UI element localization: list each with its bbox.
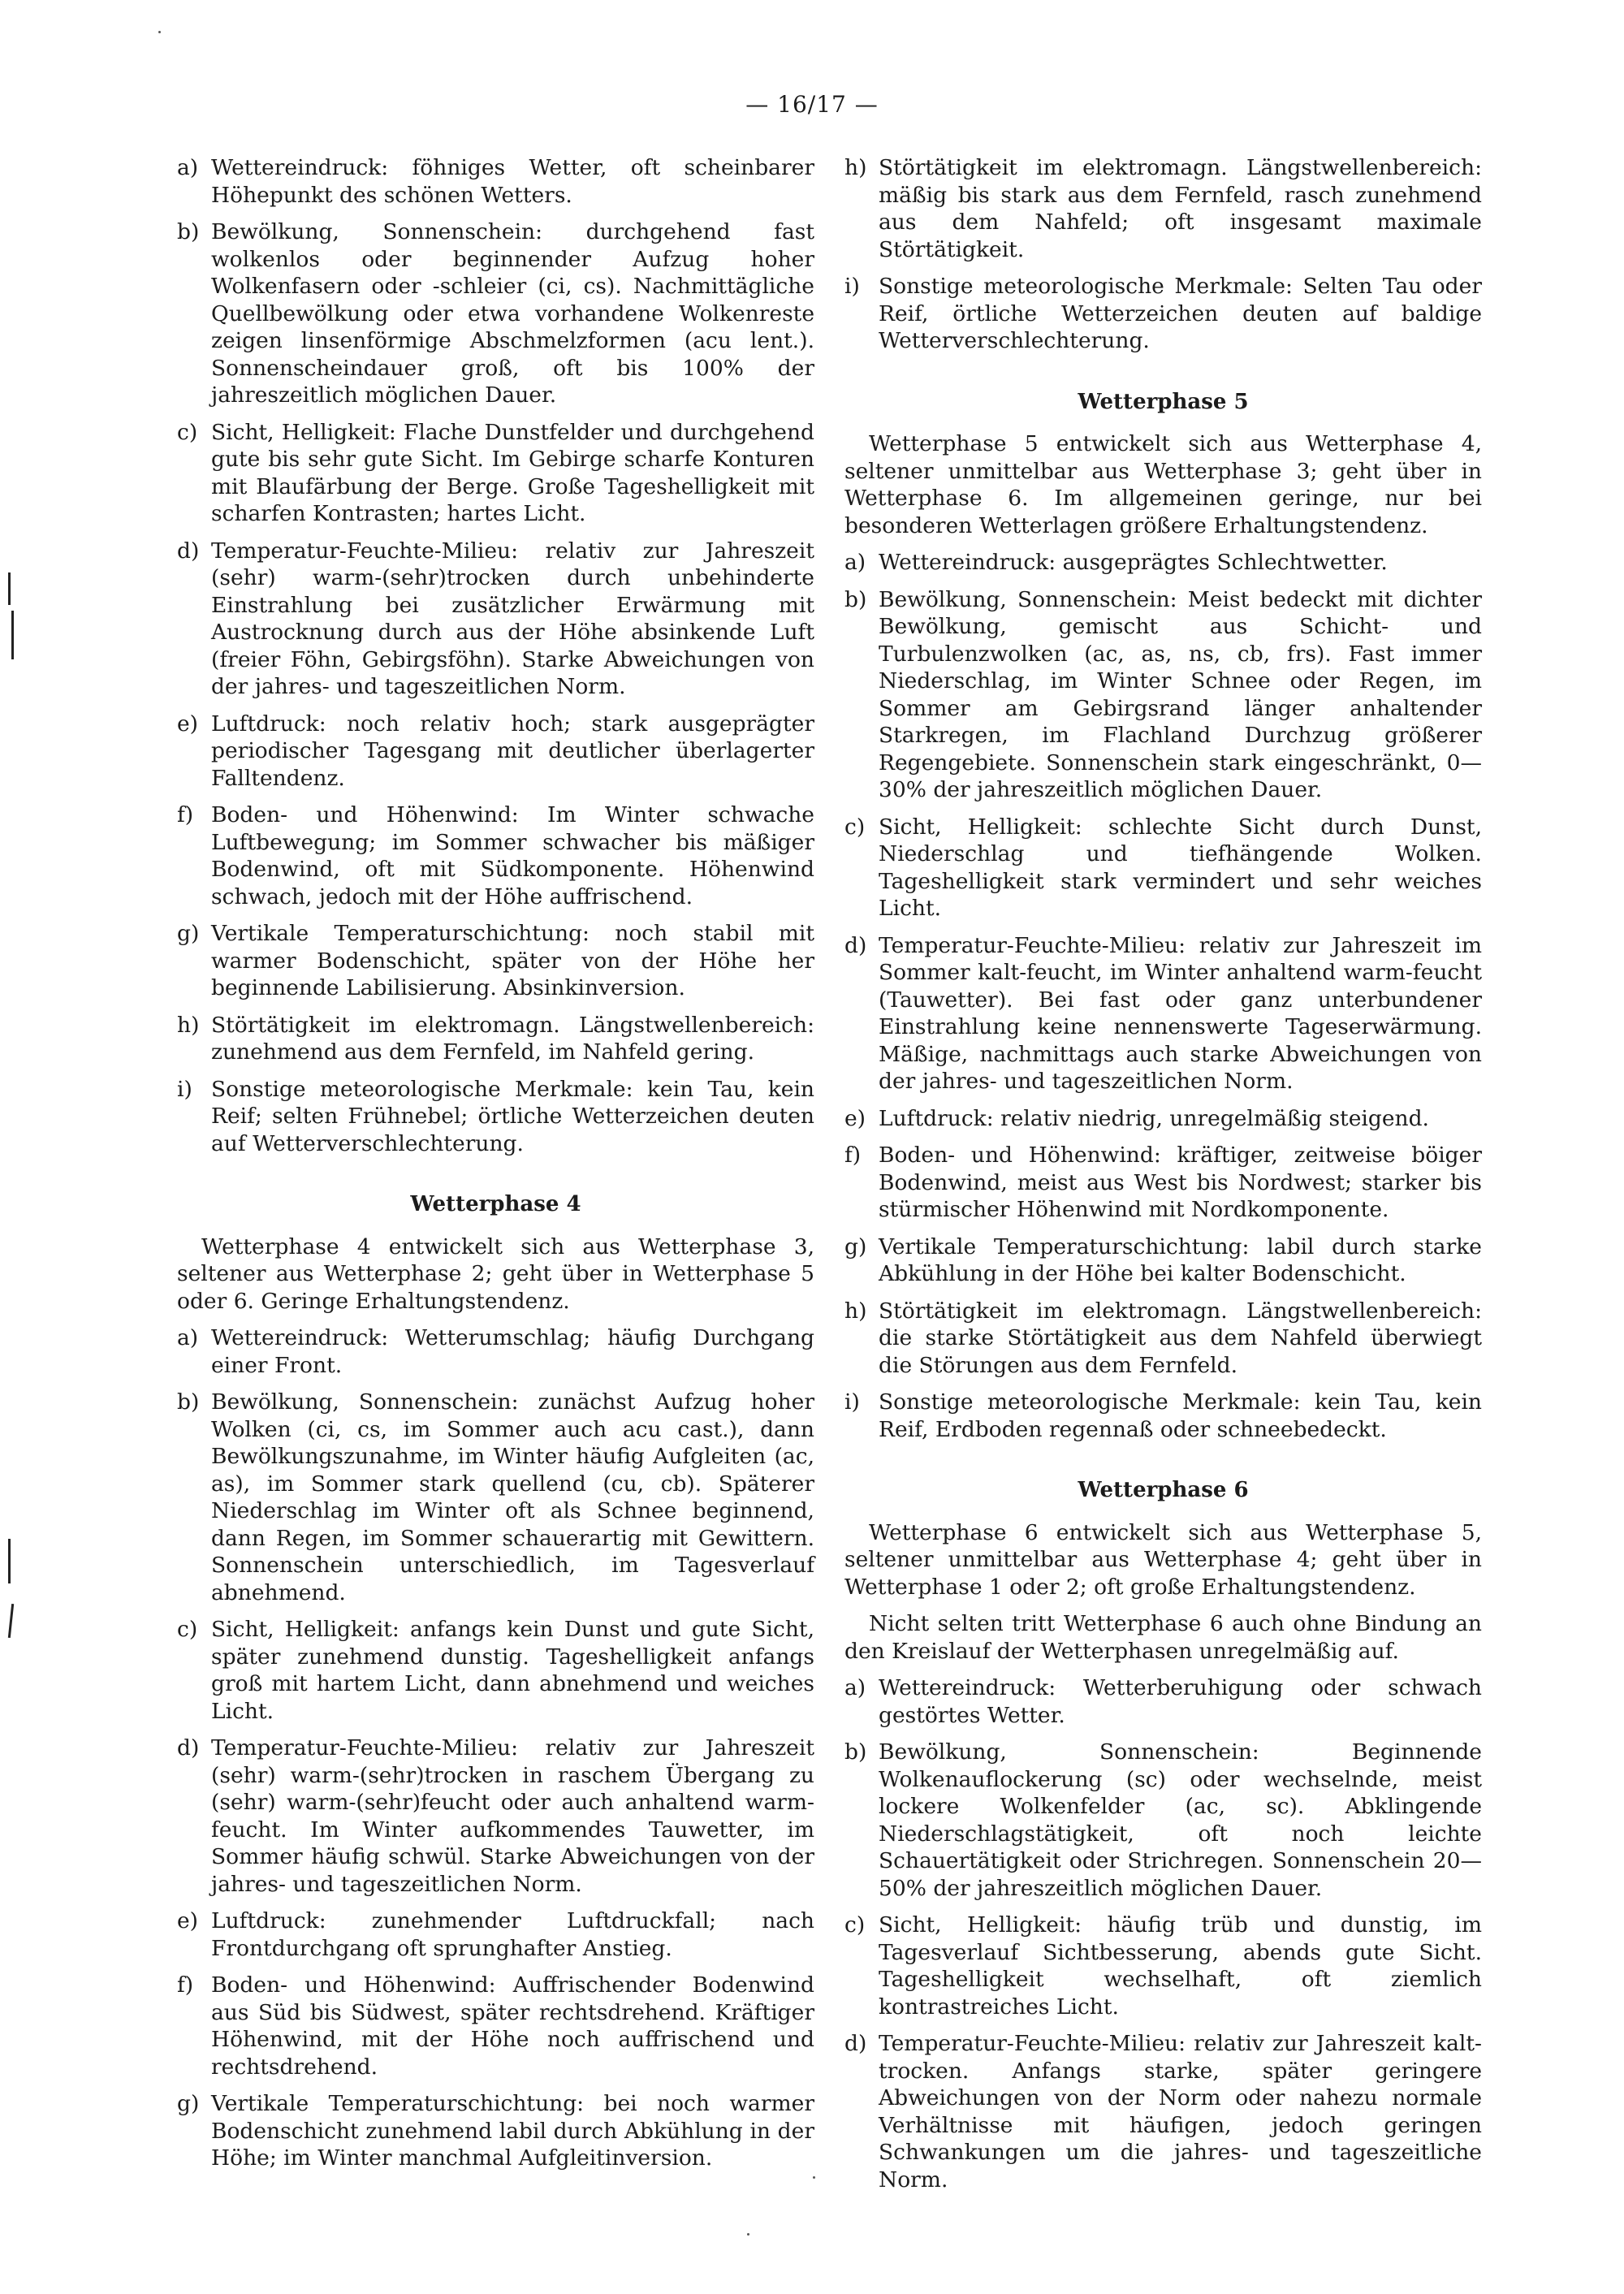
- list-item-text: Wettereindruck: Wetterumschlag; häufig Durchgang einer Front.: [211, 1325, 814, 1378]
- list-item: [177, 1389, 814, 1606]
- list-item-letter: g): [844, 1233, 867, 1259]
- section-heading-phase-5: Wetterphase 5: [1078, 389, 1249, 414]
- list-item-text: Bewölkung, Sonnenschein: zunächst Aufzug hoher Wolken (ci, cs, im Sommer auch acu cast.), dann Bewölkungszunahme, im Winter häufig Aufgleiten (ac, as), im Sommer stark quellend (cu, cb). Späterer Niederschlag im Winter oft als Schnee beginnend, dann Regen, im Sommer schauerartig mit Gewittern. Sonnenschein unterschiedlich, im Tagesverlauf abnehmend.: [211, 1389, 814, 1605]
- section-heading-phase-6: Wetterphase 6: [1078, 1478, 1249, 1502]
- list-item: [844, 1142, 1482, 1224]
- list-item-text: Luftdruck: noch relativ hoch; stark ausgeprägter periodischer Tagesgang mit deutlicher überlagerter Falltendenz.: [211, 711, 814, 791]
- list-item-text: Temperatur-Feuchte-Milieu: relativ zur Jahreszeit kalt-trocken. Anfangs starke, später geringere Abweichungen von der Norm oder nahezu normale Verhältnisse mit häufigen, jedoch geringen Schwankungen um die jahres- und tageszeitliche Norm.: [879, 2031, 1482, 2192]
- list-item-letter: c): [177, 419, 198, 445]
- list-item-letter: c): [177, 1617, 198, 1642]
- phase-5-intro: Wetterphase 5 entwickelt sich aus Wetterphase 4, seltener unmittelbar aus Wetterphase 3; geht über in Wetterphase 6. Im allgemeinen geringe, nur bei besonderen Wetterlagen größere Erhaltungstendenz.: [844, 431, 1482, 538]
- list-item-letter: h): [844, 155, 867, 180]
- list-item-text: Bewölkung, Sonnenschein: Meist bedeckt mit dichter Bewölkung, gemischt aus Schicht- und Turbulenzwolken (ac, as, ns, cb, frs). Fast immer Niederschlag, im Winter Schnee oder Regen, im Sommer am Gebirgsrand länger anhaltender Starkregen, im Flachland Durchzug größerer Regengebiete. Sonnenschein stark eingeschränkt, 0—30% der jahreszeitlich möglichen Dauer.: [879, 586, 1482, 802]
- list-item-letter: b): [177, 1389, 200, 1415]
- right-column: [844, 154, 1482, 2203]
- list-item-text: Temperatur-Feuchte-Milieu: relativ zur Jahreszeit im Sommer kalt-feucht, im Winter anhaltend warm-feucht (Tauwetter). Bei fast oder ganz unterbundener Einstrahlung keine nennenswerte Tageserwärmung. Mäßige, nachmittags auch starke Abweichungen von der jahres- und tageszeitlichen Norm.: [879, 932, 1482, 1094]
- list-item-letter: e): [844, 1105, 866, 1131]
- list-item-text: Sicht, Helligkeit: anfangs kein Dunst und gute Sicht, später zunehmend dunstig. Tageshelligkeit anfangs groß mit hartem Licht, dann abnehmend und weiches Licht.: [211, 1617, 814, 1724]
- left-column: [177, 154, 814, 2182]
- list-item: [844, 932, 1482, 1095]
- list-item-letter: a): [844, 1675, 866, 1700]
- list-item-text: Störtätigkeit im elektromagn. Längstwellenbereich: zunehmend aus dem Fernfeld, im Nahfeld gering.: [211, 1012, 814, 1065]
- list-item-letter: i): [844, 274, 860, 299]
- list-item: [844, 1105, 1482, 1133]
- list-item-letter: c): [844, 1912, 866, 1938]
- page-number: — 16/17 —: [745, 91, 879, 118]
- list-item-letter: i): [177, 1076, 192, 1102]
- list-item-text: Wettereindruck: Wetterberuhigung oder schwach gestörtes Wetter.: [879, 1675, 1482, 1728]
- list-item-letter: f): [177, 802, 194, 827]
- list-item: [177, 1076, 814, 1158]
- list-item: [844, 549, 1482, 577]
- list-item-letter: h): [844, 1298, 867, 1324]
- list-item-letter: h): [177, 1012, 200, 1038]
- list-item-text: Wettereindruck: föhniges Wetter, oft scheinbarer Höhepunkt des schönen Wetters.: [211, 155, 814, 208]
- list-item: [177, 1012, 814, 1066]
- list-item: [177, 1735, 814, 1898]
- list-item-letter: d): [177, 538, 200, 564]
- list-item: [844, 1674, 1482, 1729]
- list-item-text: Störtätigkeit im elektromagn. Längstwellenbereich: die starke Störtätigkeit aus dem Nahfeld überwiegt die Störungen aus dem Fernfeld.: [879, 1298, 1482, 1378]
- list-item-text: Vertikale Temperaturschichtung: bei noch warmer Bodenschicht zunehmend labil durch Abkühlung in der Höhe; im Winter manchmal Aufgleitinversion.: [211, 2091, 814, 2171]
- list-item-letter: b): [844, 586, 867, 612]
- list-item-text: Vertikale Temperaturschichtung: labil durch starke Abkühlung in der Höhe bei kalter Bodenschicht.: [879, 1233, 1482, 1286]
- list-item-letter: a): [177, 1325, 199, 1350]
- section-heading-phase-4: Wetterphase 4: [410, 1192, 581, 1216]
- list-item-letter: d): [844, 2031, 867, 2056]
- list-item: [177, 154, 814, 209]
- list-item-text: Boden- und Höhenwind: kräftiger, zeitweise böiger Bodenwind, meist aus West bis Nordwest; starker bis stürmischer Höhenwind mit Nordkomponente.: [879, 1143, 1482, 1222]
- list-item-text: Luftdruck: relativ niedrig, unregelmäßig steigend.: [879, 1105, 1429, 1131]
- list-item-text: Störtätigkeit im elektromagn. Längstwellenbereich: mäßig bis stark aus dem Fernfeld, rasch zunehmend aus dem Nahfeld; oft insgesamt maximale Störtätigkeit.: [879, 155, 1482, 262]
- list-item: [177, 1907, 814, 1962]
- list-item-letter: f): [844, 1143, 862, 1168]
- list-item: [177, 1616, 814, 1725]
- list-item: [177, 538, 814, 701]
- list-item: [844, 273, 1482, 355]
- phase-4-intro: Wetterphase 4 entwickelt sich aus Wetterphase 3, seltener aus Wetterphase 2; geht über in Wetterphase 5 oder 6. Geringe Erhaltungstendenz.: [177, 1233, 814, 1314]
- list-item: [844, 814, 1482, 922]
- list-item-letter: g): [177, 2091, 200, 2116]
- list-item-letter: c): [844, 814, 866, 840]
- list-item-text: Temperatur-Feuchte-Milieu: relativ zur Jahreszeit (sehr) warm-(sehr)trocken in raschem Übergang zu (sehr) warm-(sehr)feucht oder auch anhaltend warm-feucht. Im Winter aufkommendes Tauwetter, im Sommer häufig schwül. Starke Abweichungen von der jahres- und tageszeitlichen Norm.: [211, 1735, 814, 1897]
- list-item-text: Sicht, Helligkeit: schlechte Sicht durch Dunst, Niederschlag und tiefhängende Wolken. Tageshelligkeit stark vermindert und sehr weiches Licht.: [879, 814, 1482, 921]
- list-item-text: Temperatur-Feuchte-Milieu: relativ zur Jahreszeit (sehr) warm-(sehr)trocken durch unbehinderte Einstrahlung bei zusätzlicher Erwärmung mit Austrocknung durch aus der Höhe absinkende Luft (freier Föhn, Gebirgsföhn). Starke Abweichungen von der jahres- und tageszeitlichen Norm.: [211, 538, 814, 699]
- scan-speck: [158, 31, 161, 33]
- list-item: [844, 1739, 1482, 1902]
- list-item-letter: f): [177, 1972, 194, 1998]
- list-item-text: Sonstige meteorologische Merkmale: kein Tau, kein Reif; selten Frühnebel; örtliche Wetterzeichen deuten auf Wetterverschlechterung.: [211, 1076, 814, 1156]
- list-item: [844, 1233, 1482, 1288]
- list-item: [844, 2030, 1482, 2193]
- list-item-letter: b): [177, 219, 200, 244]
- list-item-text: Vertikale Temperaturschichtung: noch stabil mit warmer Bodenschicht, später von der Höhe her beginnende Labilisierung. Absinkinversion.: [211, 921, 814, 1000]
- list-item-text: Sicht, Helligkeit: Flache Dunstfelder und durchgehend gute bis sehr gute Sicht. Im Gebirge scharfe Konturen mit Blaufärbung der Berge. Große Tageshelligkeit mit scharfen Kontrasten; hartes Licht.: [211, 419, 814, 526]
- scan-margin-mark: [11, 611, 14, 659]
- list-item-letter: e): [177, 1908, 199, 1933]
- list-item-letter: d): [177, 1735, 200, 1760]
- list-item: [177, 920, 814, 1002]
- list-item-text: Boden- und Höhenwind: Auffrischender Bodenwind aus Süd bis Südwest, später rechtsdrehend. Kräftiger Höhenwind, mit der Höhe noch auffrischend und rechtsdrehend.: [211, 1972, 814, 2080]
- list-item: [844, 1389, 1482, 1443]
- list-item-text: Sicht, Helligkeit: häufig trüb und dunstig, im Tagesverlauf Sichtbesserung, abends gute Sicht. Tageshelligkeit wechselhaft, oft ziemlich kontrastreiches Licht.: [879, 1912, 1482, 2020]
- list-item-text: Wettereindruck: ausgeprägtes Schlechtwetter.: [879, 550, 1388, 575]
- list-item: [844, 1298, 1482, 1380]
- list-item-letter: a): [844, 550, 866, 575]
- list-item: [844, 586, 1482, 804]
- list-item: [844, 154, 1482, 263]
- list-item: [844, 1912, 1482, 2020]
- list-item: [177, 801, 814, 910]
- phase-6-intro-2: Nicht selten tritt Wetterphase 6 auch ohne Bindung an den Kreislauf der Wetterphasen unregelmäßig auf.: [844, 1611, 1482, 1664]
- list-item-text: Bewölkung, Sonnenschein: Beginnende Wolkenauflockerung (sc) oder wechselnde, meist lockere Wolkenfelder (ac, sc). Abklingende Niederschlagstätigkeit, oft noch leichte Schauertätigkeit oder Strichregen. Sonnenschein 20—50% der jahreszeitlich möglichen Dauer.: [879, 1739, 1482, 1901]
- list-item-letter: g): [177, 921, 200, 946]
- list-item-letter: d): [844, 932, 867, 958]
- list-item-letter: i): [844, 1389, 860, 1415]
- scan-margin-mark: [8, 1539, 11, 1583]
- list-item: [177, 711, 814, 793]
- list-item: [177, 2090, 814, 2172]
- list-item-text: Sonstige meteorologische Merkmale: Selten Tau oder Reif, örtliche Wetterzeichen deuten auf baldige Wetterverschlechterung.: [879, 274, 1482, 353]
- list-item: [177, 419, 814, 528]
- list-item-text: Bewölkung, Sonnenschein: durchgehend fast wolkenlos oder beginnender Aufzug hoher Wolkenfasern oder -schleier (ci, cs). Nachmittägliche Quellbewölkung oder etwa vorhandene Wolkenreste zeigen linsenförmige Abschmelzformen (acu lent.). Sonnenscheindauer groß, oft bis 100% der jahreszeitlich möglichen Dauer.: [211, 219, 814, 408]
- phase-6-intro: Wetterphase 6 entwickelt sich aus Wetterphase 5, seltener unmittelbar aus Wetterphase 4; geht über in Wetterphase 1 oder 2; oft große Erhaltungstendenz.: [844, 1519, 1482, 1600]
- scan-speck: [747, 2233, 749, 2236]
- scan-margin-mark: [8, 1604, 14, 1638]
- list-item: [177, 218, 814, 409]
- list-item-letter: b): [844, 1739, 867, 1765]
- list-item-text: Luftdruck: zunehmender Luftdruckfall; nach Frontdurchgang oft sprunghafter Anstieg.: [211, 1908, 814, 1961]
- scan-margin-mark: [8, 572, 11, 605]
- list-item: [177, 1324, 814, 1379]
- list-item-letter: e): [177, 711, 199, 737]
- list-item-text: Sonstige meteorologische Merkmale: kein Tau, kein Reif, Erdboden regennaß oder schneebedeckt.: [879, 1389, 1482, 1442]
- list-item-text: Boden- und Höhenwind: Im Winter schwache Luftbewegung; im Sommer schwacher bis mäßiger Bodenwind, oft mit Südkomponente. Höhenwind schwach, jedoch mit der Höhe auffrischend.: [211, 802, 814, 909]
- list-item: [177, 1972, 814, 2080]
- list-item-letter: a): [177, 155, 199, 180]
